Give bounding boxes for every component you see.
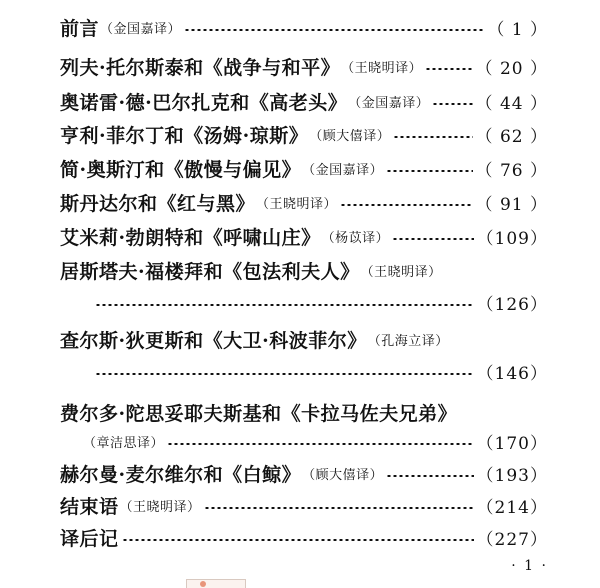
entry-translator: （顾大僖译） [302, 467, 384, 483]
dot-leader [386, 170, 472, 172]
dot-leader [392, 238, 473, 240]
toc-entry-stendhal [60, 187, 548, 217]
dot-leader [425, 68, 472, 70]
entry-title: 列夫·托尔斯泰和《战争与和平》 [60, 56, 341, 79]
dot-leader [340, 204, 473, 206]
toc-entry-fielding [60, 119, 548, 149]
entry-title: 费尔多·陀思妥耶夫斯基和《卡拉马佐夫兄弟》 [60, 402, 458, 425]
entry-title: 艾米莉·勃朗特和《呼啸山庄》 [60, 226, 321, 249]
entry-title: 结束语 [60, 495, 119, 518]
entry-translator: （王晓明译） [341, 60, 423, 76]
dot-leader [393, 136, 472, 138]
entry-translator: （金国嘉译） [302, 162, 384, 178]
entry-page: （126） [476, 294, 548, 315]
entry-translator: （王晓明译） [119, 499, 201, 515]
entry-title: 赫尔曼·麦尔维尔和《白鲸》 [60, 463, 302, 486]
toc-entry-dostoevsky-title [60, 397, 548, 427]
dot-leader [95, 373, 474, 375]
entry-page: （ 20 ） [475, 58, 548, 79]
toc-entry-flaubert-title [60, 255, 548, 285]
entry-translator: （金国嘉译） [348, 95, 430, 111]
page-number: · 1 · [511, 558, 548, 574]
entry-page: （109） [476, 228, 548, 249]
toc-entry-balzac [60, 86, 548, 116]
dot-leader [204, 507, 474, 509]
dot-leader [167, 443, 474, 445]
toc-entry-preface [60, 12, 548, 42]
entry-page: （214） [476, 497, 548, 518]
entry-page: （ 76 ） [475, 160, 548, 181]
dot-leader [386, 475, 473, 477]
toc-entry-conclusion [60, 490, 548, 520]
entry-title: 简·奥斯汀和《傲慢与偏见》 [60, 158, 302, 181]
toc-entry-dickens-title [60, 324, 548, 354]
toc-entry-tolstoy [60, 51, 548, 81]
entry-page: （227） [476, 529, 548, 550]
dot-leader [95, 304, 474, 306]
entry-translator: （王晓明译） [256, 196, 338, 212]
entry-translator: （章洁思译） [83, 435, 165, 451]
entry-title: 亨利·菲尔丁和《汤姆·琼斯》 [60, 124, 309, 147]
entry-page: （146） [476, 363, 548, 384]
entry-title: 查尔斯·狄更斯和《大卫·科波菲尔》 [60, 329, 367, 352]
entry-translator: （杨苡译） [321, 230, 390, 246]
entry-title: 居斯塔夫·福楼拜和《包法利夫人》 [60, 260, 360, 283]
entry-title: 译后记 [60, 527, 119, 550]
toc-entry-bronte [60, 221, 548, 251]
toc-entry-melville [60, 458, 548, 488]
entry-page: （170） [476, 433, 548, 454]
entry-page: （193） [476, 465, 548, 486]
entry-title: 斯丹达尔和《红与黑》 [60, 192, 256, 215]
toc-entry-flaubert-leader [92, 287, 548, 317]
entry-translator: （王晓明译） [360, 264, 442, 280]
toc-entry-afterword [60, 522, 548, 552]
entry-translator: （金国嘉译） [100, 21, 182, 37]
toc-entry-dostoevsky-leader [82, 426, 548, 456]
entry-page: （ 62 ） [475, 126, 548, 147]
toc-entry-austen [60, 153, 548, 183]
entry-translator: （顾大僖译） [309, 128, 391, 144]
entry-title: 奥诺雷·德·巴尔扎克和《高老头》 [60, 91, 348, 114]
entry-page: （ 91 ） [475, 194, 548, 215]
entry-page: （ 1 ） [487, 19, 548, 40]
dot-leader [122, 539, 474, 541]
toc-entry-dickens-leader [92, 356, 548, 386]
entry-translator: （孔海立译） [367, 333, 449, 349]
entry-title: 前言 [60, 17, 100, 40]
dot-leader [432, 103, 472, 105]
entry-page: （ 44 ） [475, 93, 548, 114]
dot-leader [184, 29, 484, 31]
scan-artifact-dot [200, 581, 206, 587]
